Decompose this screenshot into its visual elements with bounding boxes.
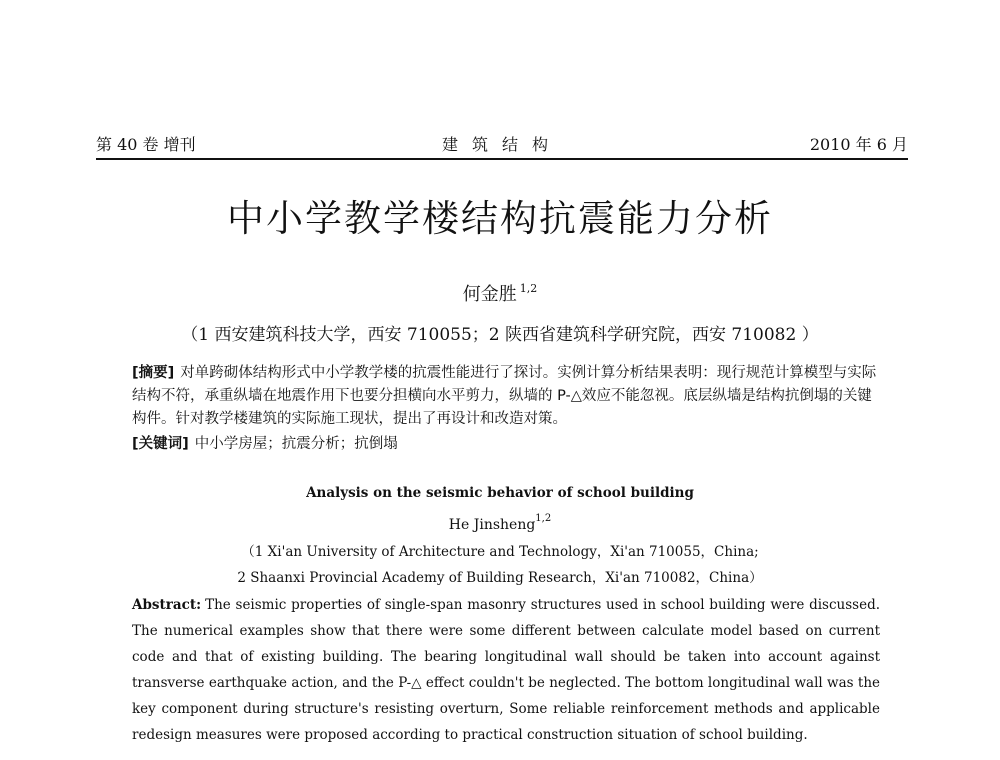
keywords-cn-label: [关键词] <box>132 436 189 452</box>
english-author-name: He Jinsheng <box>448 517 536 533</box>
publication-date: 2010 年 6 月 <box>809 135 908 154</box>
english-abstract-text: The seismic properties of single-span masonry structures used in school building were discussed. The numerical examples show that there were some different between calculate model based on current code and that of existing building. The bearing longitudinal wall should be taken into account against transverse earthquake action, and the P-△ effect couldn't be neglected. The bottom longitudinal wall was the key component during structure's resisting overturn, Some reliable reinforcement methods and applicable redesign measures were proposed according to practical construction situation of school building. <box>132 597 880 743</box>
journal-name: 建筑结构 <box>441 135 562 154</box>
author-affiliation-marks: 1,2 <box>519 282 538 295</box>
author-line <box>0 280 1000 306</box>
english-title: Analysis on the seismic behavior of school building <box>306 485 694 501</box>
author-name: 何金胜 <box>462 284 517 305</box>
volume-issue: 第 40 卷 增刊 <box>96 135 196 154</box>
english-author-marks: 1,2 <box>535 513 552 524</box>
english-affiliation-2: 2 Shaanxi Provincial Academy of Building Research，Xi'an 710082，China） <box>237 570 763 586</box>
keywords-cn-text: 中小学房屋；抗震分析；抗倒塌 <box>194 436 398 452</box>
english-abstract-label: Abstract: <box>132 597 202 613</box>
keywords-cn <box>132 433 880 456</box>
running-header <box>96 128 908 160</box>
english-affiliation-1: （1 Xi'an University of Architecture and Technology，Xi'an 710055，China; <box>241 544 759 560</box>
abstract-cn <box>132 362 880 431</box>
abstract-cn-text: 对单跨砌体结构形式中小学教学楼的抗震性能进行了探讨。实例计算分析结果表明：现行规范计算模型与实际结构不符，承重纵墙在地震作用下也要分担横向水平剪力，纵墙的 P-△效应不能忽视。底层纵墙是结构抗倒塌的关键构件。针对教学楼建筑的实际施工现状，提出了再设计和改造对策。 <box>132 365 877 427</box>
abstract-cn-label: [摘要] <box>132 365 175 381</box>
affiliation-cn: （1 西安建筑科技大学，西安 710055；2 陕西省建筑科学研究院，西安 710082 ） <box>181 325 819 345</box>
english-author-line <box>0 513 1000 533</box>
paper-title: 中小学教学楼结构抗震能力分析 <box>227 197 773 240</box>
english-abstract <box>132 592 880 748</box>
chinese-abstract-block <box>132 362 880 456</box>
